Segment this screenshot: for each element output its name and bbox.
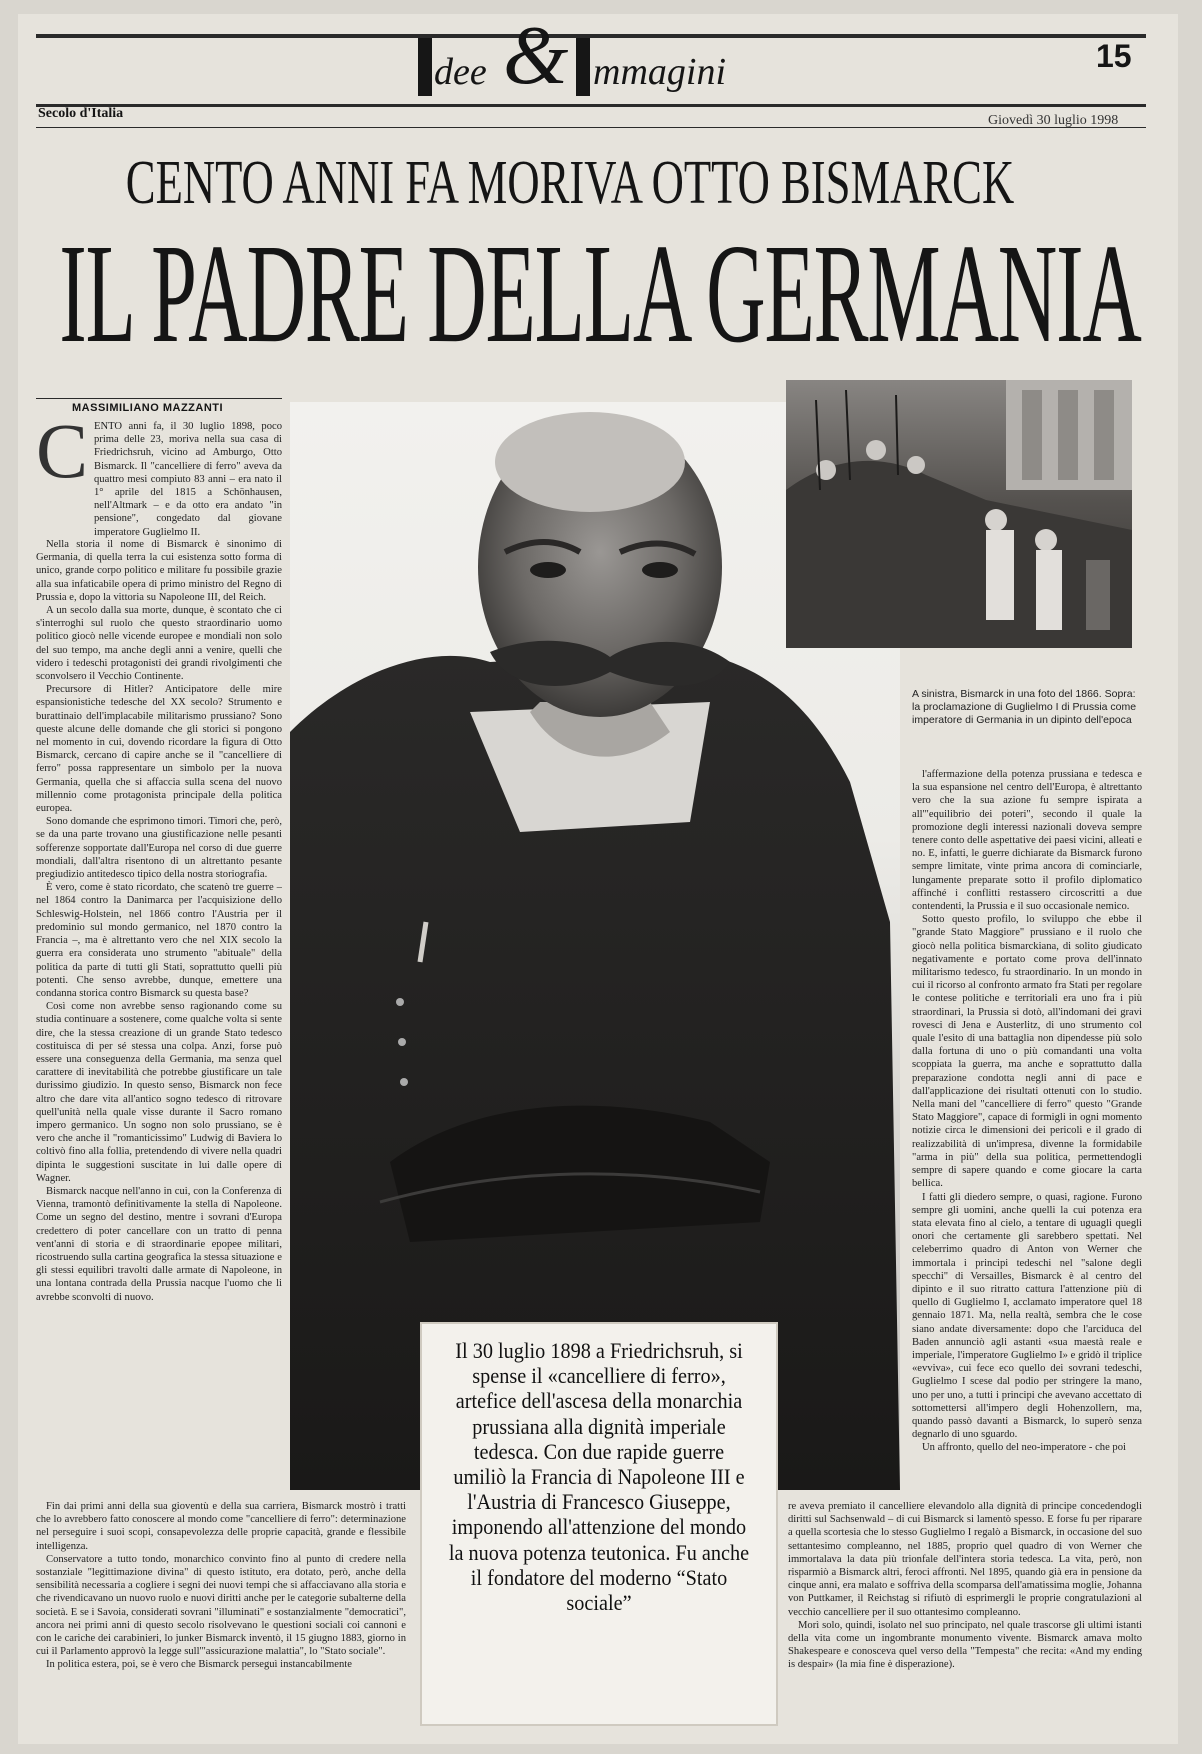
col1-paragraph: È vero, come è stato ricordato, che scatenò tre guerre – nel 1864 contro la Danimarca per l'acquisizione dello Schleswig-Holstein, nel 1866 contro l'Austria per il predominio sul mondo germanico, nel 1870 contro la Francia –, ma è altrettanto vero che nel XIX secolo la guerra era considerata uno strumento "abituale" della politica da parte di tutti gli Stati, soprattutto quelli più potenti. Che senso avrebbe, dunque, emettere una condanna storica contro Bismarck su questa base? <box>36 882 282 999</box>
col1-paragraph: A un secolo dalla sua morte, dunque, è scontato che ci s'interroghi sul ruolo che questo straordinario uomo politico giocò nelle vicende europee e mondiali non solo del suo tempo, ma anche degli anni a venire, quelli che videro i tedeschi protagonisti dei grandi rivolgimenti che sconvolsero il Vecchio Continente. <box>36 605 282 683</box>
bottom-paragraph: re aveva premiato il cancelliere elevandolo alla dignità di principe concedendogli diritti sul Sachsenwald – di cui Bismarck si lamentò spesso. E forse fu per riparare a quella scortesia che lo stesso Guglielmo I regalò a Bismarck, in occasione del suo settantesimo compleanno, nel 1885, proprio quel quadro di von Werner che immortalava la data più trionfale dell'intera storia tedesca. La vita, però, non risparmiò a Bismarck altri, feroci affronti. Nel 1895, quando già era in pensione da cinque anni, era malato e soffriva della scomparsa dell'amatissima moglie, Johanna von Puttkamer, il Reichstag si rifiutò di esprimergli le proprie congratulazioni al vecchio cancelliere per il suo ottantesimo compleanno. <box>788 1501 1142 1618</box>
section-letter-i-bar <box>418 38 432 96</box>
col3-paragraph: Un affronto, quello del neo-imperatore - che poi <box>922 1442 1126 1454</box>
headline-kicker: CENTO ANNI FA MORIVA OTTO BISMARCK <box>125 149 1015 217</box>
section-letter-i2-bar <box>576 38 590 96</box>
col1-paragraph: Conservatore a tutto tondo, monarchico convinto fino al punto di credere nella sostanziale "legittimazione divina" di questo istituto, era dotato, però, anche della sensibilità necessaria a cogliere i segni dei nuovi tempi che si affacciavano alla storia e che rivendicavano un nuovo ruolo e nuovi diritti anche per le categorie subalterne della società. E se i Savoia, considerati sovrani "illuminati" e sostanzialmente "democratici", ancora nei primi anni di questo secolo risolvevano le questioni sociali coi cannoni e con le cariche dei carabinieri, lo junker Bismarck inventò, il 15 giugno 1883, giorno in cui il Parlamento approvò la legge sull'"assicurazione malattia", lo "Stato sociale". <box>36 1553 406 1658</box>
col1-paragraph: Fin dai primi anni della sua gioventù e della sua carriera, Bismarck mostrò i tratti che lo avrebbero fatto conoscere al mondo come "cancelliere di ferro": determinazione nel perseguire i suoi scopi, consapevolezza delle proprie capacità, grande e flessibile intelligenza. <box>36 1501 406 1552</box>
byline: MASSIMILIANO MAZZANTI <box>72 402 224 414</box>
proclamation-painting-photo <box>786 380 1132 648</box>
section-title-part2: mmagini <box>593 51 726 93</box>
col1-paragraph: Così come non avrebbe senso ragionando come su studia continuare a sostenere, come qualche volta si sente dire, che la stessa creazione di un grande Stato tedesco costituisca di per sé stessa una colpa. Anzi, forse può essere una conseguenza della Germania, ma senza quel carattere di inevitabilità che potrebbe giustificare un tale durissimo giudizio. In questo senso, Bismarck non fece altro che dare vita all'antico sogno tedesco di ritrovare quell'unità nella quale visse durante il Sacro romano impero germanico. Un sogno non solo prussiano, se è vero che anche il "romanticissimo" Ludwig di Baviera lo coltivò fino alla follia, pretendendo di vivere nella quadri dipinta le suggestioni suscitate in lui dalle opere di Wagner. <box>36 1001 282 1184</box>
top-rule <box>36 34 1146 38</box>
masthead-rule <box>36 104 1146 107</box>
pullquote-text: Il 30 luglio 1898 a Friedrichsruh, si spense il «cancelliere di ferro», artefice dell'ascesa della monarchia prussiana alla dignità imperiale tedesca. Con due rapide guerre umiliò la Francia di Napoleone III e l'Austria di Francesco Giuseppe, imponendo all'attenzione del mondo la nuova potenza teutonica. Fu anche il fondatore del moderno “Stato sociale” <box>448 1338 750 1616</box>
article-column-1 <box>36 538 282 1514</box>
page-number: 15 <box>1096 38 1132 74</box>
article-bottom-right <box>788 1500 1142 1730</box>
lead-text: ENTO anni fa, il 30 luglio 1898, poco prima delle 23, moriva nella sua casa di Friedrichsruh, vicino ad Amburgo, Otto Bismarck. Il "cancelliere di ferro" aveva da quattro mesi compiuto 83 anni – era nato il 1° aprile del 1815 a Schönhausen, nell'Altmark – e da otto era andato "in pensione", congedato dal giovane imperatore Guglielmo II. <box>94 421 282 538</box>
section-title-ampersand: & <box>503 9 569 102</box>
painting-drawing <box>786 380 1132 648</box>
dropcap: C <box>36 407 89 494</box>
col1-paragraph: Sono domande che esprimono timori. Timori che, però, se da una parte trovano una giustificazione nelle pesanti sofferenze sopportate dall'Europa nel corso di due guerre mondiali, dall'altra risentono di un altrettanto pesante pregiudizio antitedesco tipico della nostra storiografia. <box>36 816 282 881</box>
col3-paragraph: I fatti gli diedero sempre, o quasi, ragione. Furono sempre gli uomini, anche quelli la cui potenza era stata elevata fino al cielo, a tentare di uguagli quegli onori che certamente gli sarebbero spettati. Nel celeberrimo quadro di Anton von Werner che immortala i principi tedeschi nel "salone degli specchi" di Versailles, Bismarck è al centro del dipinto e il suo ritratto cattura l'attenzione più di quello di Guglielmo I, acclamato imperatore quel 18 gennaio 1871. Ma, nella realtà, sembra che le cose siano andate diversamente: dopo che l'arciduca del Baden annunciò agli astanti «sua maestà reale e imperiale, l'imperatore Guglielmo I» e gridò il triplice «evviva», cui fece eco quello dei sovrani tedeschi, Guglielmo I scese dal podio per stringere la mano, uno per uno, a tutti i principi che avevano accettato di sottomettersi all'impero degli Hohenzollern, ma, quando passò davanti a Bismarck, lo superò senza degnarlo di uno sguardo. <box>912 1191 1142 1441</box>
col1-paragraph: Nella storia il nome di Bismarck è sinonimo di Germania, di quella terra la cui esistenza sotto forma di unico, grande corpo politico e militare fu possibile grazie alla sua infaticabile opera di primo ministro del Regno di Prussia e, dopo la vittoria su Napoleone III, del Reich. <box>36 539 282 603</box>
date-rule <box>36 127 1146 128</box>
headline-title: IL PADRE DELLA GERMANIA <box>59 214 1141 372</box>
article-column-3 <box>912 768 1142 1498</box>
pullquote-box <box>420 1322 778 1726</box>
col3-paragraph: l'affermazione della potenza prussiana e tedesca e la sua espansione nel centro dell'Europa, è altrettanto vero che la sua azione fu sempre ispirata a all'"equilibrio dei poteri", secondo il quale la promozione degli interessi nazionali doveva sempre tenere conto delle aspettative dei paesi vicini, alleati e no. E, infatti, le guerre dichiarate da Bismarck furono sempre limitate, vinte prima ancora di cominciarle, lungamente preparate sotto il profilo diplomatico affinché i conflitti restassero circoscritti a due contendenti, la Prussia e il suo occasionale nemico. <box>912 769 1142 913</box>
article-lower-left <box>36 1500 406 1730</box>
newspaper-name: Secolo d'Italia <box>38 106 124 121</box>
section-title-part1: dee <box>434 51 487 93</box>
issue-date: Giovedì 30 luglio 1998 <box>988 113 1119 128</box>
lead-paragraph <box>36 420 282 538</box>
col1-paragraph: In politica estera, poi, se è vero che Bismarck perseguì instancabilmente <box>46 1659 352 1671</box>
col1-paragraph: Bismarck nacque nell'anno in cui, con la Conferenza di Vienna, tramontò definitivamente la stella di Napoleone. Come un segno del destino, mentre i sovrani d'Europa credettero di poter cancellare con un tratto di penna vent'anni di storia e di straordinarie epopee militari, ricostruendo sulla cartina geografica la stessa situazione e gli stessi equilibri travolti dalle armate di Napoleone, in una lontana contrada della Prussia nacque l'uomo che li avrebbe sconvolti di nuovo. <box>36 1185 282 1303</box>
bottom-paragraph: Morì solo, quindi, isolato nel suo principato, nel quale trascorse gli ultimi istanti della vita come un ingombrante monumento vivente. Bismarck amava molto Shakespeare e conosceva quel verso della "Tempesta" che recita: «And my ending is despair» (la mia fine è disperazione). <box>788 1619 1142 1671</box>
photo-caption: A sinistra, Bismarck in una foto del 1866. Sopra: la proclamazione di Guglielmo I di Prussia come imperatore di Germania in un dipinto dell'epoca <box>912 688 1137 727</box>
col3-paragraph: Sotto questo profilo, lo sviluppo che ebbe il "grande Stato Maggiore" prussiano e il ruolo che giocò nella politica bismarckiana, di solito giudicato negativamente e portato come prova dell'innato militarismo tedesco, fu straordinario. In un mondo in cui il ricorso al confronto armato fra Stati per regolare le contese politiche e territoriali era uno fra i più straordinari, la Prussia si dotò, all'indomani dei gravi rovesci di Jena e Austerlitz, di uno strumento col quale l'esito di una battaglia non dipendesse più solo dalla fortuna di uno o più comandanti una volta scoppiata la guerra, ma anche e soprattutto dalla preparazione condotta negli anni di pace e dall'applicazione dei risultati ottenuti con lo studio. Nella mani del "cancelliere di ferro" questo "Grande Stato Maggiore", capace di formigli in ogni momento notizie circa le dimensioni dei pericoli e il grado di realizzabilità di un'impresa, divenne la formidabile "arma in più" della sua politica, permettendogli sempre di sapere quando e come giocare la carta bellica. <box>912 914 1142 1190</box>
byline-rule <box>36 398 282 399</box>
col1-paragraph: Precursore di Hitler? Anticipatore delle mire espansionistiche tedesche del XX secolo? Strumento e burattinaio dell'implacabile militarismo prussiano? Sono queste alcune delle domande che gli storici si pongono nel momento in cui, dovendo ricordare la figura di Otto Bismarck, cercano di capire anche se il "cancelliere di ferro" possa rappresentare un simbolo per la nuova Germania, quella che si affaccia sulla scena del nuovo millennio come protagonista principale della politica europea. <box>36 684 282 815</box>
